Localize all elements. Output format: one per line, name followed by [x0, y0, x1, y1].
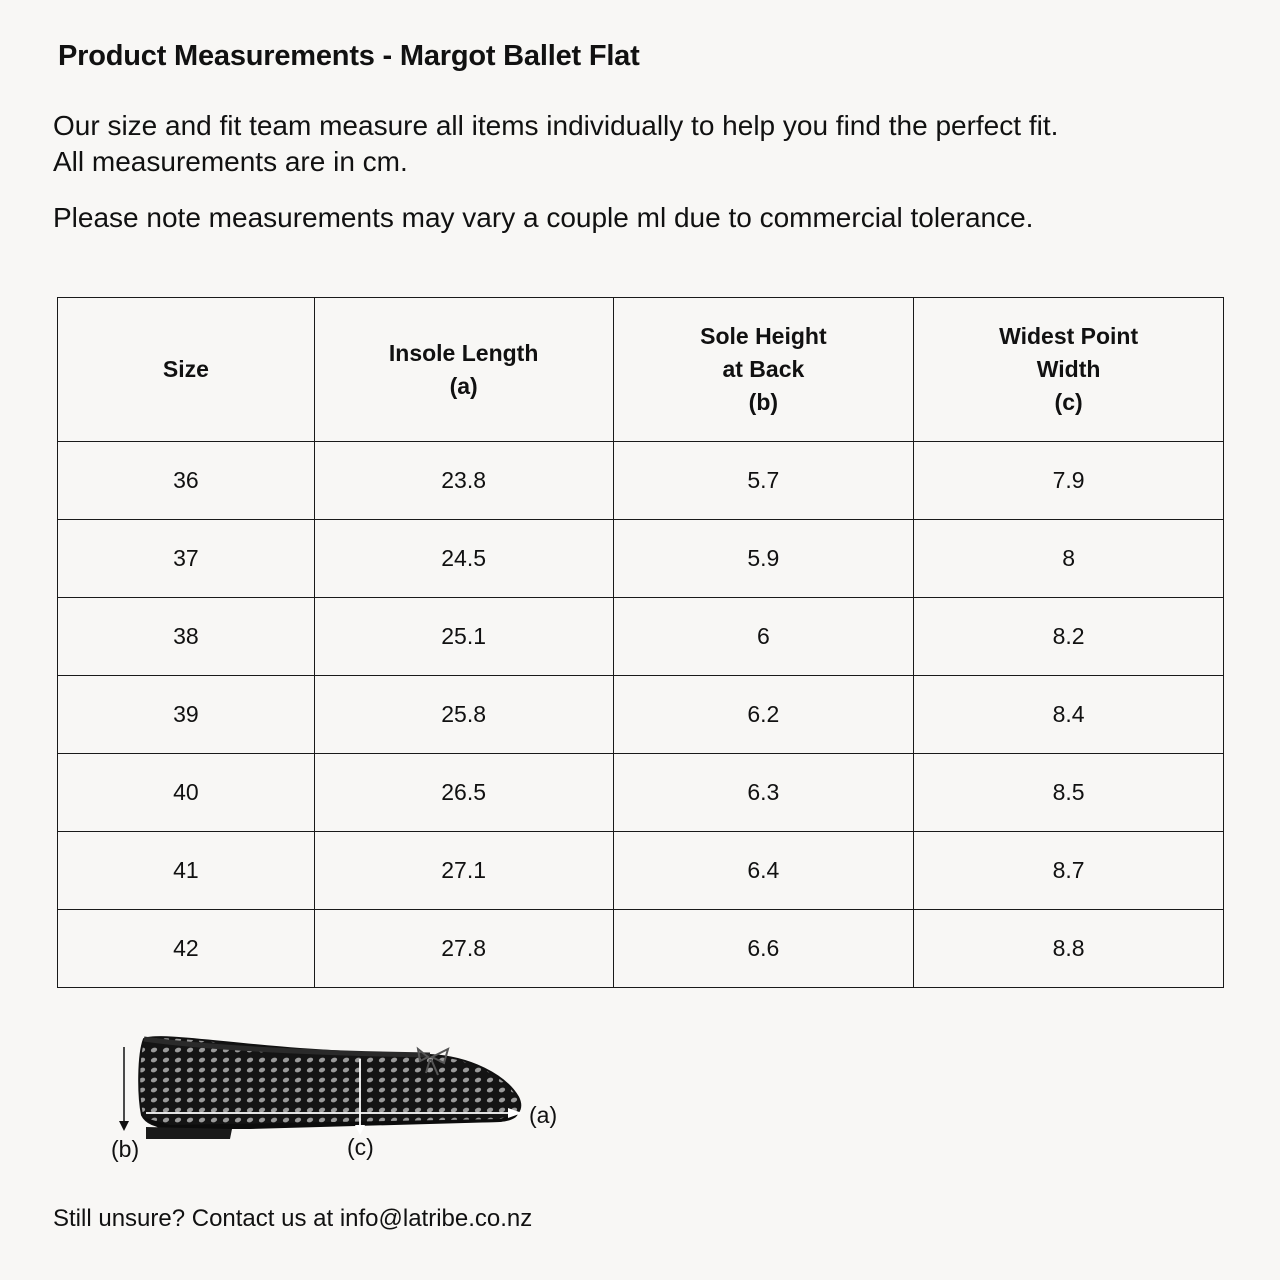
table-row: [58, 754, 1224, 832]
contact-text: Still unsure? Contact us at info@latribe.co.nz: [53, 1205, 533, 1232]
table-row: [58, 832, 1224, 910]
column-header: [613, 298, 914, 442]
column-header-line: (c): [1054, 389, 1083, 415]
table-cell: 6.2: [613, 676, 914, 754]
table-row: [58, 676, 1224, 754]
page-title: Product Measurements - Margot Ballet Flat: [58, 40, 640, 72]
column-header-line: Sole Height: [700, 323, 827, 349]
intro-line-1: Our size and fit team measure all items individually to help you find the perfect fit.: [53, 110, 1059, 141]
table-cell: 6.3: [613, 754, 914, 832]
column-header-line: (a): [449, 372, 478, 399]
intro-text: [53, 108, 1058, 180]
table-cell: 8.7: [914, 832, 1224, 910]
intro-line-2: All measurements are in cm.: [53, 146, 408, 177]
column-header: [58, 298, 315, 442]
table-cell: 41: [58, 832, 315, 910]
column-header-line: Size: [162, 356, 209, 382]
table-cell: 8.8: [914, 910, 1224, 988]
column-header-line: Width: [1036, 356, 1101, 382]
table-row: [58, 598, 1224, 676]
label-c: (c): [347, 1134, 374, 1160]
table-cell: 6.4: [613, 832, 914, 910]
column-header: [914, 298, 1224, 442]
column-header: [314, 298, 613, 442]
column-header-line: Insole Length: [388, 339, 539, 366]
table-cell: 37: [58, 520, 315, 598]
table-cell: 8.5: [914, 754, 1224, 832]
table-cell: 8.2: [914, 598, 1224, 676]
table-cell: 36: [58, 442, 315, 520]
shoe-measurement-diagram: [100, 1025, 580, 1170]
table-cell: 25.8: [314, 676, 613, 754]
tolerance-note: Please note measurements may vary a couple ml due to commercial tolerance.: [53, 202, 1034, 233]
table-cell: 23.8: [314, 442, 613, 520]
table-row: [58, 442, 1224, 520]
table-cell: 5.7: [613, 442, 914, 520]
table-cell: 25.1: [314, 598, 613, 676]
label-b: (b): [111, 1136, 140, 1162]
table-cell: 40: [58, 754, 315, 832]
table-cell: 8: [914, 520, 1224, 598]
table-cell: 7.9: [914, 442, 1224, 520]
table-cell: 6.6: [613, 910, 914, 988]
table-cell: 5.9: [613, 520, 914, 598]
arrow-b: [119, 1047, 129, 1131]
table-cell: 27.1: [314, 832, 613, 910]
table-body: [58, 442, 1224, 988]
table-row: [58, 520, 1224, 598]
table-row: [58, 910, 1224, 988]
table-cell: 38: [58, 598, 315, 676]
table-header-row: [58, 298, 1224, 442]
table-cell: 39: [58, 676, 315, 754]
table-cell: 6: [613, 598, 914, 676]
column-header-line: Widest Point: [999, 323, 1139, 349]
table-cell: 8.4: [914, 676, 1224, 754]
table-cell: 26.5: [314, 754, 613, 832]
table-cell: 24.5: [314, 520, 613, 598]
label-a: (a): [529, 1102, 558, 1128]
table-cell: 42: [58, 910, 315, 988]
column-header-line: at Back: [722, 356, 805, 382]
ballet-flat-illustration: [100, 1025, 580, 1170]
column-header-line: (b): [748, 389, 779, 415]
measurements-table: [57, 297, 1224, 988]
table-cell: 27.8: [314, 910, 613, 988]
shoe-heel: [146, 1127, 232, 1139]
